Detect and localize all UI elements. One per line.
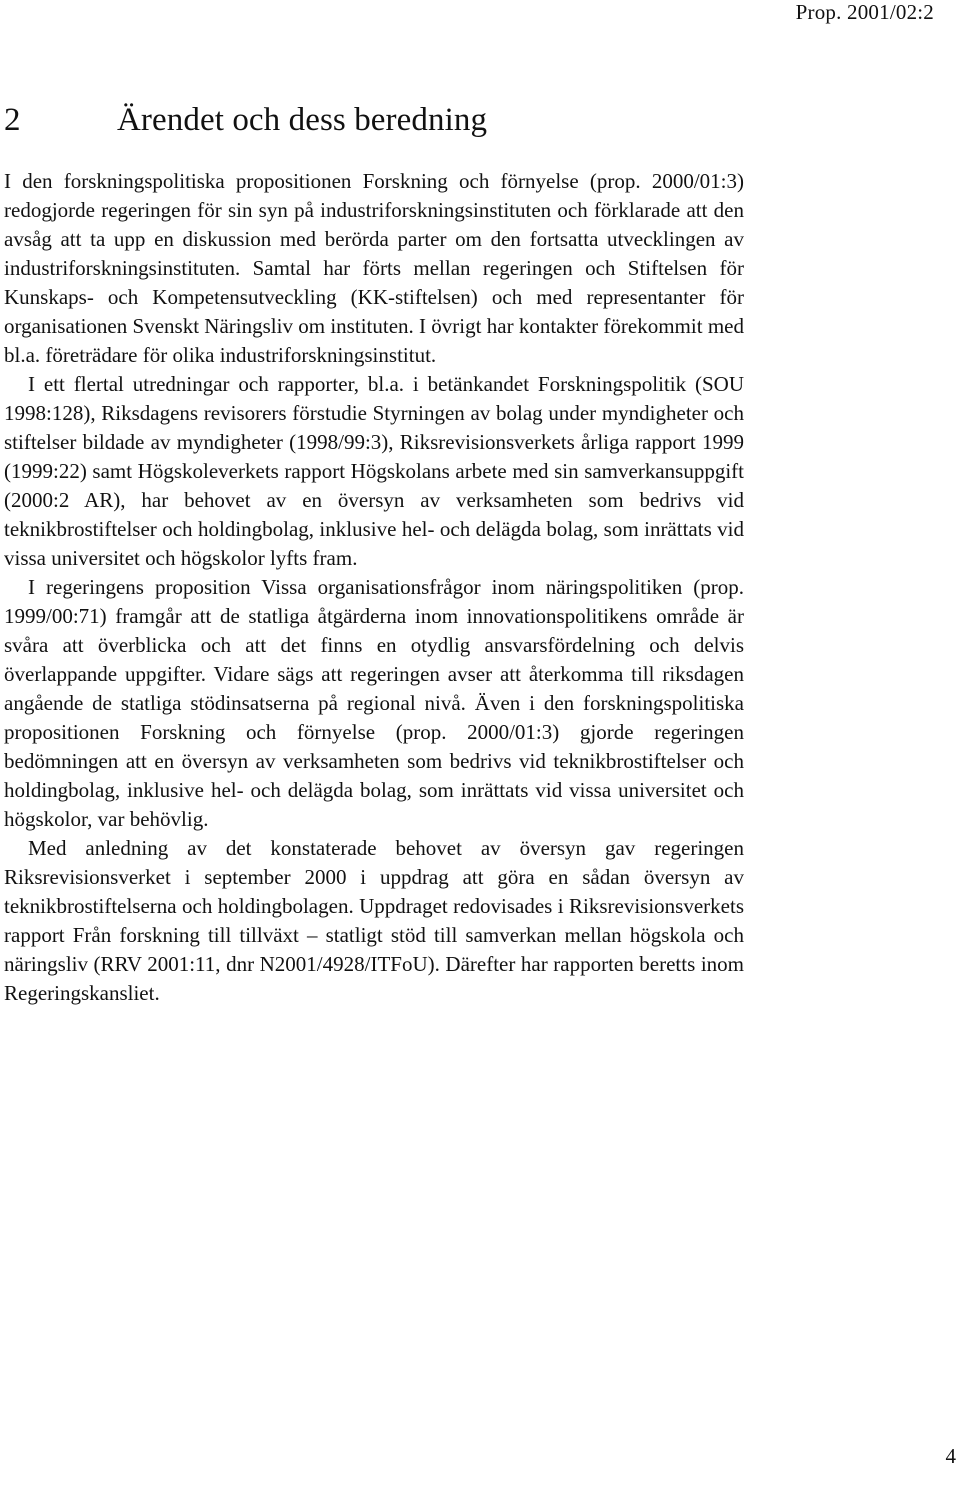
paragraph-4: Med anledning av det konstaterade behovet av översyn gav regeringen Riksrevisionsverket i september 2000 i uppdrag att göra en sådan översyn av teknikbrostiftelserna och holdingbolagen. Uppdraget redovisades i Riksrevisionsverkets rapport Från forskning till tillväxt – statligt stöd till samverkan mellan högskola och näringsliv (RRV 2001:11, dnr N2001/4928/ITFoU). Därefter har rapporten beretts inom Regeringskansliet. — [4, 836, 744, 1005]
body-text — [4, 167, 744, 1008]
chapter-number: 2 — [4, 102, 21, 138]
paragraph-1: I den forskningspolitiska propositionen Forskning och förnyelse (prop. 2000/01:3) redogjorde regeringen för sin syn på industriforskningsinstituten och förklarade att den avsåg att ta upp en diskussion med berörda parter om den fortsatta utvecklingen av industriforskningsinstituten. Samtal har förts mellan regeringen och Stiftelsen för Kunskaps- och Kompetensutveckling (KK-stiftelsen) och med representanter för organisationen Svenskt Näringsliv om instituten. I övrigt har kontakter förekommit med bl.a. företrädare för olika industriforskningsinstitut. — [4, 169, 744, 367]
paragraph-3: I regeringens proposition Vissa organisationsfrågor inom näringspolitiken (prop. 1999/00:71) framgår att de statliga åtgärderna inom innovationspolitikens område är svåra att överblicka och att det finns en otydlig ansvarsfördelning och delvis överlappande uppgifter. Vidare sägs att regeringen avser att återkomma till riksdagen angående de statliga stödinsatserna på regional nivå. Även i den forskningspolitiska propositionen Forskning och förnyelse (prop. 2000/01:3) gjorde regeringen bedömningen att en översyn av verksamheten som bedrivs vid teknikbrostiftelser och holdingbolag, inklusive hel- och delägda bolag, som inrättats vid vissa universitet och högskolor, var behövlig. — [4, 575, 744, 831]
chapter-title: Ärendet och dess beredning — [117, 102, 488, 138]
chapter-heading — [4, 102, 487, 139]
paragraph-2: I ett flertal utredningar och rapporter, bl.a. i betänkandet Forskningspolitik (SOU 1998:128), Riksdagens revisorers förstudie Styrningen av bolag under myndigheter och stiftelser bildade av myndigheter (1998/99:3), Riksrevisionsverkets årliga rapport 1999 (1999:22) samt Högskoleverkets rapport Högskolans arbete med sin samverkansuppgift (2000:2 AR), har behovet av en översyn av verksamheten som bedrivs vid teknikbrostiftelser och holdingbolag, inklusive hel- och delägda bolag, som inrättats vid vissa universitet och högskolor lyfts fram. — [4, 372, 744, 570]
page-number: 4 — [945, 1444, 956, 1468]
document-reference: Prop. 2001/02:2 — [795, 0, 934, 24]
